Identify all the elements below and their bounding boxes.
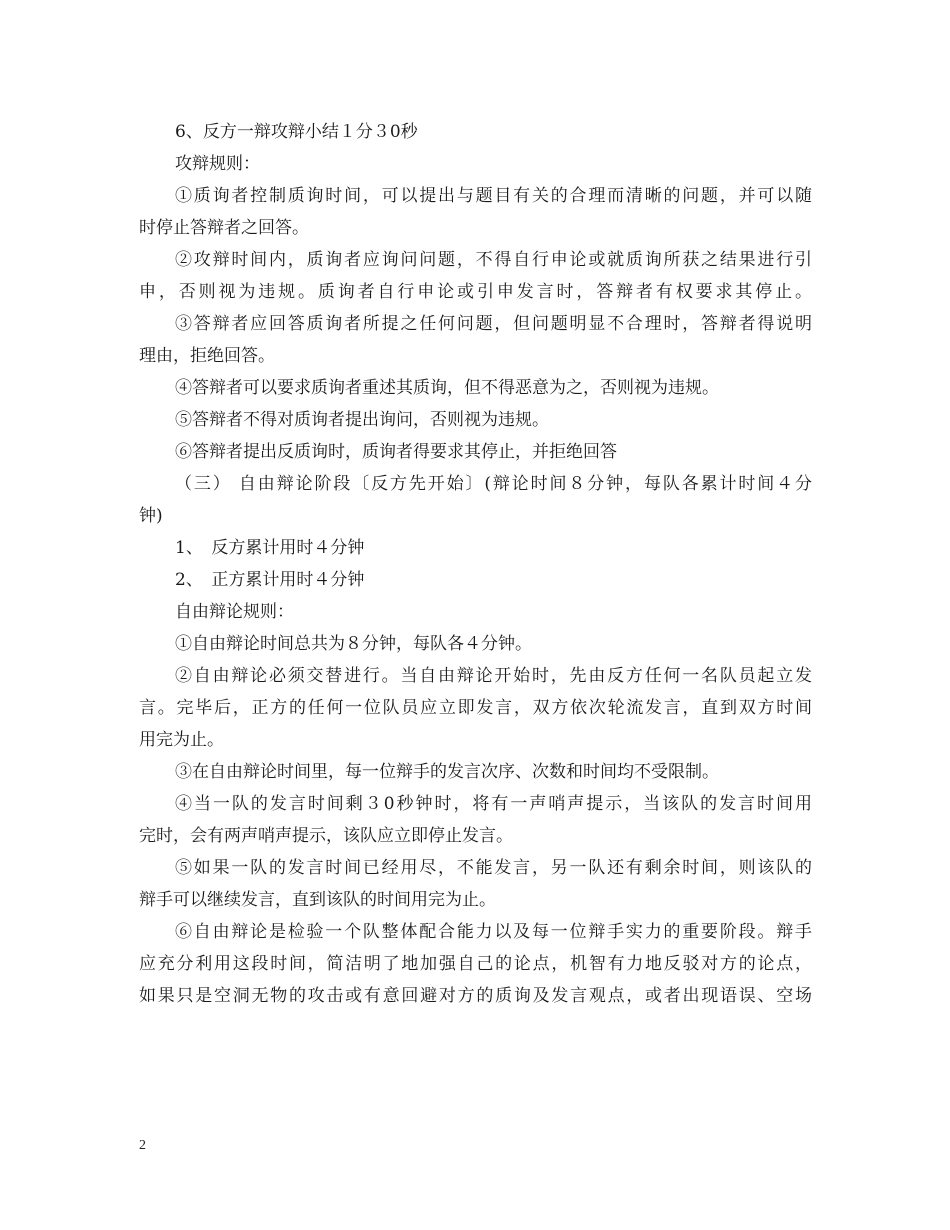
text-line: 时停止答辩者之回答。 [139, 218, 309, 238]
text-line: 钟) [139, 506, 163, 526]
text-line: ②攻辩时间内，质询者应询问问题，不得自行申论或就质询所获之结果进行引 [175, 250, 812, 270]
text-line: 攻辩规则： [175, 154, 260, 174]
list-item: 1、 反方累计用时４分钟 [175, 538, 365, 558]
text-line: ②自由辩论必须交替进行。当自由辩论开始时，先由反方任何一名队员起立发 [175, 666, 812, 686]
text-line: 自由辩论规则： [175, 602, 294, 622]
text-line: ⑥答辩者提出反质询时，质询者得要求其停止，并拒绝回答 [175, 442, 617, 462]
text-line: ⑤答辩者不得对质询者提出询问，否则视为违规。 [175, 410, 549, 430]
document-body [139, 116, 812, 1012]
list-item: 2、 正方累计用时４分钟 [175, 570, 365, 590]
text-line: ④当一队的发言时间剩３0秒钟时，将有一声哨声提示，当该队的发言时间用 [175, 794, 812, 814]
text-line: ⑥自由辩论是检验一个队整体配合能力以及每一位辩手实力的重要阶段。辩手 [175, 922, 812, 942]
text-line: ④答辩者可以要求质询者重述其质询，但不得恶意为之，否则视为违规。 [175, 378, 719, 398]
text-line: 如果只是空洞无物的攻击或有意回避对方的质询及发言观点，或者出现语误、空场 [139, 986, 812, 1006]
text-line: 完时，会有两声哨声提示，该队应立即停止发言。 [139, 826, 513, 846]
text-line: 申，否则视为违规。质询者自行申论或引申发言时，答辩者有权要求其停止。 [139, 282, 812, 302]
section-heading: （三） 自由辩论阶段〔反方先开始〕(辩论时间８分钟，每队各累计时间４分 [175, 474, 812, 494]
text-line: ③在自由辩论时间里，每一位辩手的发言次序、次数和时间均不受限制。 [175, 762, 719, 782]
text-line: 辩手可以继续发言，直到该队的时间用完为止。 [139, 890, 496, 910]
text-line: ③答辩者应回答质询者所提之任何问题，但问题明显不合理时，答辩者得说明 [175, 314, 812, 334]
text-line: ⑤如果一队的发言时间已经用尽，不能发言，另一队还有剩余时间，则该队的 [175, 858, 812, 878]
text-line: 用完为止。 [139, 730, 224, 750]
text-line: ①自由辩论时间总共为８分钟，每队各４分钟。 [175, 634, 532, 654]
text-line: 理由，拒绝回答。 [139, 346, 275, 366]
text-line: ①质询者控制质询时间，可以提出与题目有关的合理而清晰的问题，并可以随 [175, 186, 812, 206]
text-line: 言。完毕后，正方的任何一位队员应立即发言，双方依次轮流发言，直到双方时间 [139, 698, 812, 718]
text-line: 6、反方一辩攻辩小结１分３0秒 [175, 122, 418, 142]
text-line: 应充分利用这段时间，简洁明了地加强自己的论点，机智有力地反驳对方的论点， [139, 954, 812, 974]
page-number: 2 [139, 1138, 146, 1153]
